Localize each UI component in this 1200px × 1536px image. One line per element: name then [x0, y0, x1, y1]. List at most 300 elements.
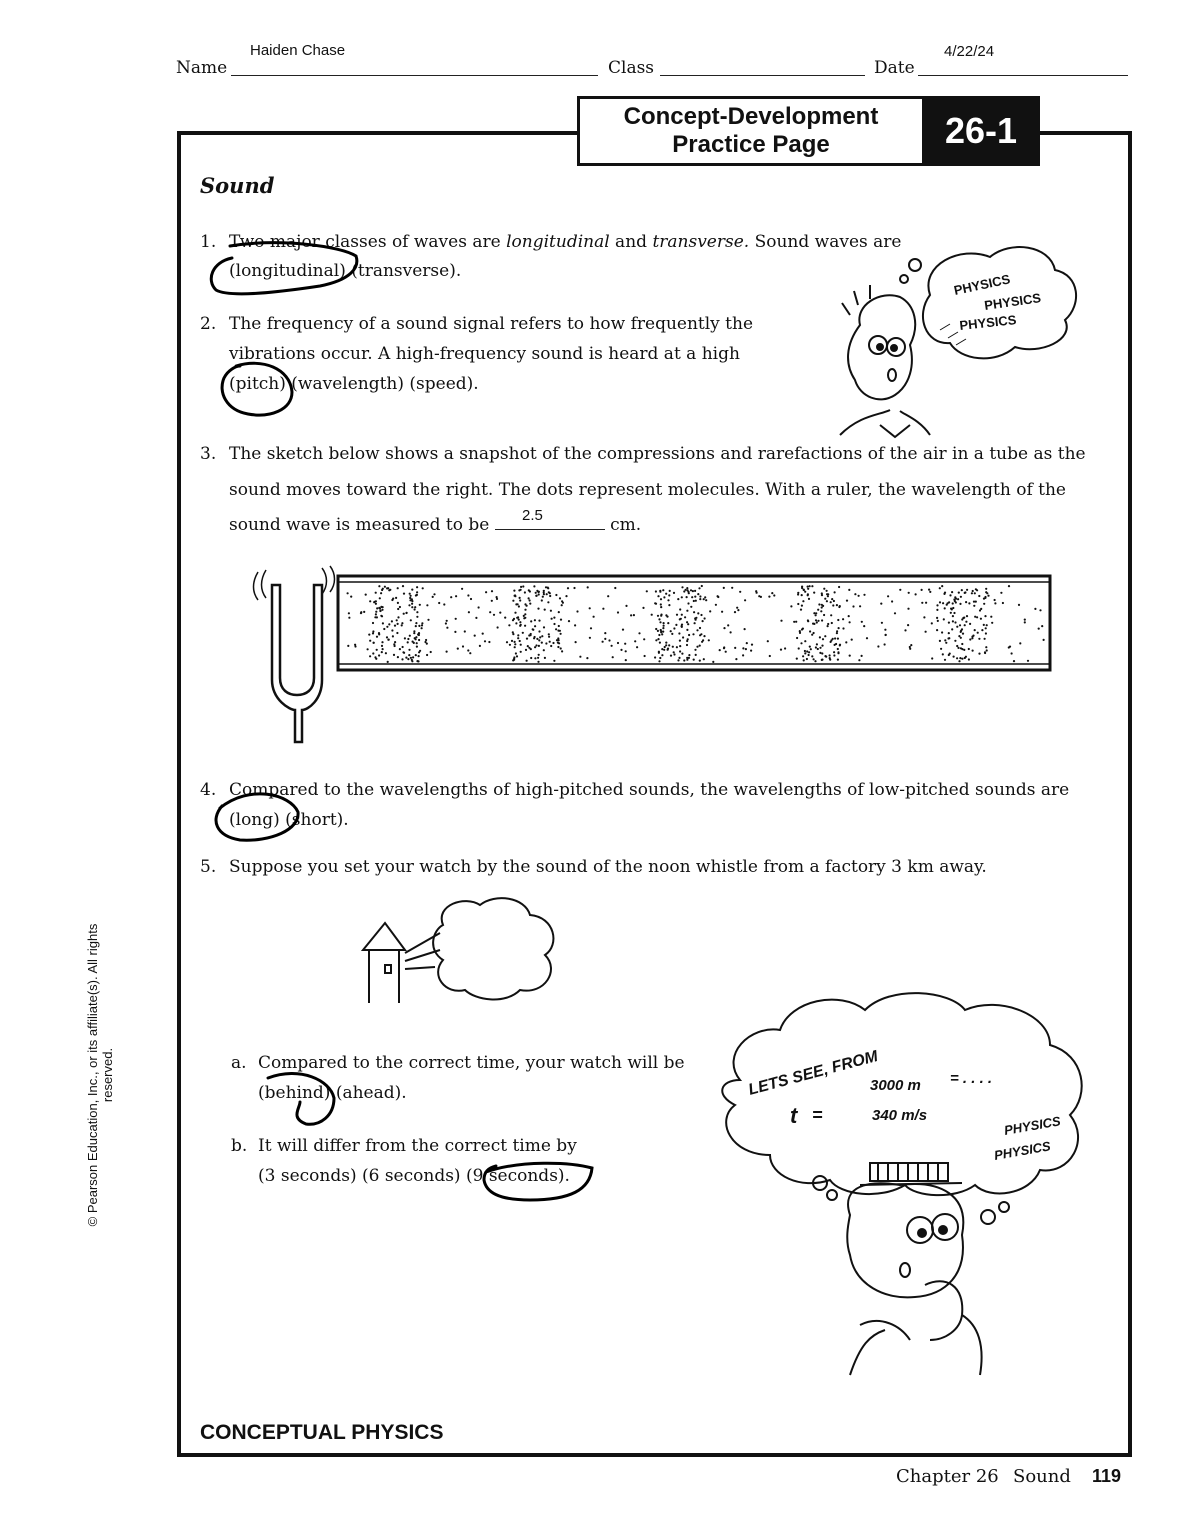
air-molecule [942, 602, 944, 604]
air-molecule [848, 589, 850, 591]
air-molecule [347, 645, 349, 647]
air-molecule [347, 592, 349, 594]
air-molecule [381, 645, 383, 647]
air-molecule [939, 587, 941, 589]
air-molecule [994, 602, 996, 604]
air-molecule [943, 593, 945, 595]
air-molecule [813, 592, 815, 594]
air-molecule [544, 609, 546, 611]
physics-word-3: PHYSICS [958, 312, 1018, 333]
air-molecule [961, 658, 963, 660]
air-molecule [405, 657, 407, 659]
air-molecule [831, 622, 833, 624]
air-molecule [904, 629, 906, 631]
air-molecule [804, 591, 806, 593]
air-molecule [768, 596, 770, 598]
air-molecule [519, 625, 521, 627]
air-molecule [784, 647, 786, 649]
air-molecule [360, 612, 362, 614]
air-molecule [379, 597, 381, 599]
air-molecule [660, 603, 662, 605]
air-molecule [387, 639, 389, 641]
air-molecule [386, 636, 388, 638]
air-molecule [655, 639, 657, 641]
air-molecule [686, 640, 688, 642]
air-molecule [410, 657, 412, 659]
air-molecule [686, 657, 688, 659]
air-molecule [821, 604, 823, 606]
air-molecule [954, 621, 956, 623]
air-molecule [509, 644, 511, 646]
air-molecule [634, 640, 636, 642]
air-molecule [410, 619, 412, 621]
circle-pitch [222, 363, 292, 415]
air-molecule [704, 617, 706, 619]
air-molecule [532, 629, 534, 631]
air-molecule [973, 605, 975, 607]
air-molecule [389, 589, 391, 591]
air-molecule [972, 590, 974, 592]
air-molecule [801, 587, 803, 589]
air-molecule [660, 630, 662, 632]
air-molecule [679, 640, 681, 642]
air-molecule [961, 589, 963, 591]
air-molecule [910, 644, 912, 646]
air-molecule [549, 595, 551, 597]
air-molecule [832, 604, 834, 606]
q4-choices[interactable]: (long) (short). [229, 810, 349, 830]
air-molecule [401, 622, 403, 624]
air-molecule [519, 621, 521, 623]
air-molecule [966, 615, 968, 617]
air-molecule [670, 630, 672, 632]
air-molecule [719, 649, 721, 651]
air-molecule [642, 607, 644, 609]
air-molecule [813, 658, 815, 660]
air-molecule [884, 643, 886, 645]
q5b-line1: It will differ from the correct time by [258, 1136, 577, 1156]
air-molecule [700, 633, 702, 635]
air-molecule [670, 655, 672, 657]
air-molecule [593, 616, 595, 618]
air-molecule [668, 604, 670, 606]
air-molecule [416, 591, 418, 593]
air-molecule [800, 642, 802, 644]
air-molecule [538, 654, 540, 656]
air-molecule [646, 590, 648, 592]
air-molecule [686, 587, 688, 589]
air-molecule [836, 632, 838, 634]
air-molecule [402, 646, 404, 648]
air-molecule [809, 646, 811, 648]
air-molecule [681, 596, 683, 598]
air-molecule [411, 659, 413, 661]
air-molecule [541, 642, 543, 644]
air-molecule [985, 632, 987, 634]
air-molecule [681, 614, 683, 616]
air-molecule [745, 648, 747, 650]
student-cartoon-calculation [700, 985, 1100, 1385]
air-molecule [667, 649, 669, 651]
air-molecule [367, 648, 369, 650]
air-molecule [816, 621, 818, 623]
air-molecule [929, 591, 931, 593]
air-molecule [382, 588, 384, 590]
air-molecule [960, 631, 962, 633]
air-molecule [861, 621, 863, 623]
air-molecule [807, 588, 809, 590]
air-molecule [945, 642, 947, 644]
air-molecule [485, 591, 487, 593]
air-molecule [990, 616, 992, 618]
air-molecule [542, 596, 544, 598]
q4-line1: Compared to the wavelengths of high-pitched sounds, the wavelengths of low-pitched sounds are [229, 780, 1070, 800]
air-molecule [515, 622, 517, 624]
air-molecule [407, 641, 409, 643]
air-molecule [923, 616, 925, 618]
air-molecule [817, 609, 819, 611]
air-molecule [402, 585, 404, 587]
air-molecule [529, 590, 531, 592]
air-molecule [678, 657, 680, 659]
air-molecule [817, 648, 819, 650]
air-molecule [522, 585, 524, 587]
air-molecule [830, 601, 832, 603]
air-molecule [557, 642, 559, 644]
air-molecule [971, 637, 973, 639]
air-molecule [518, 619, 520, 621]
air-molecule [392, 598, 394, 600]
air-molecule [393, 643, 395, 645]
air-molecule [438, 602, 440, 604]
air-molecule [899, 589, 901, 591]
air-molecule [416, 660, 418, 662]
air-molecule [513, 618, 515, 620]
air-molecule [829, 654, 831, 656]
air-molecule [682, 636, 684, 638]
air-molecule [845, 641, 847, 643]
air-molecule [972, 650, 974, 652]
air-molecule [703, 598, 705, 600]
air-molecule [950, 612, 952, 614]
air-molecule [407, 658, 409, 660]
air-molecule [665, 614, 667, 616]
air-molecule [833, 651, 835, 653]
air-molecule [561, 600, 563, 602]
air-molecule [558, 625, 560, 627]
air-molecule [957, 647, 959, 649]
air-molecule [661, 633, 663, 635]
air-molecule [455, 618, 457, 620]
air-molecule [446, 651, 448, 653]
air-molecule [524, 625, 526, 627]
air-molecule [974, 592, 976, 594]
air-molecule [529, 599, 531, 601]
q1-choices[interactable]: (longitudinal) (transverse). [229, 261, 462, 281]
air-molecule [891, 600, 893, 602]
air-molecule [659, 642, 661, 644]
air-molecule [469, 652, 471, 654]
air-molecule [412, 656, 414, 658]
air-molecule [815, 646, 817, 648]
air-molecule [838, 586, 840, 588]
air-molecule [694, 617, 696, 619]
air-molecule [557, 630, 559, 632]
air-molecule [549, 641, 551, 643]
air-molecule [695, 654, 697, 656]
air-molecule [462, 645, 464, 647]
air-molecule [731, 587, 733, 589]
air-molecule [493, 614, 495, 616]
air-molecule [863, 594, 865, 596]
air-molecule [941, 631, 943, 633]
air-molecule [662, 631, 664, 633]
air-molecule [951, 591, 953, 593]
air-molecule [723, 647, 725, 649]
air-molecule [411, 589, 413, 591]
factory-whistle-drawing [355, 895, 565, 1010]
air-molecule [978, 638, 980, 640]
q2-line2: vibrations occur. A high-frequency sound is heard at a high [229, 344, 740, 364]
air-molecule [348, 617, 350, 619]
air-molecule [826, 593, 828, 595]
tuning-fork-icon [272, 585, 322, 742]
air-molecule [958, 592, 960, 594]
air-molecule [392, 635, 394, 637]
air-molecule [963, 617, 965, 619]
air-molecule [1024, 619, 1026, 621]
air-molecule [954, 596, 956, 598]
air-molecule [744, 599, 746, 601]
q2-choices[interactable]: (pitch) (wavelength) (speed). [229, 374, 479, 394]
air-molecule [416, 642, 418, 644]
air-molecule [526, 605, 528, 607]
formula-den: 340 m/s [872, 1107, 928, 1124]
air-molecule [384, 586, 386, 588]
air-molecule [421, 622, 423, 624]
air-molecule [407, 638, 409, 640]
physics-word-5: PHYSICS [992, 1138, 1052, 1163]
air-molecule [822, 638, 824, 640]
air-molecule [517, 634, 519, 636]
air-molecule [677, 598, 679, 600]
physics-word-4: PHYSICS [1002, 1113, 1062, 1138]
air-molecule [415, 625, 417, 627]
air-molecule [948, 632, 950, 634]
air-molecule [415, 638, 417, 640]
air-molecule [382, 606, 384, 608]
air-molecule [744, 628, 746, 630]
air-molecule [677, 659, 679, 661]
air-molecule [661, 648, 663, 650]
air-molecule [519, 599, 521, 601]
air-molecule [617, 611, 619, 613]
air-molecule [681, 586, 683, 588]
air-molecule [415, 622, 417, 624]
air-molecule [655, 628, 657, 630]
air-molecule [861, 655, 863, 657]
air-molecule [514, 641, 516, 643]
air-molecule [696, 629, 698, 631]
circle-behind [268, 1074, 334, 1125]
air-molecule [394, 625, 396, 627]
air-molecule [956, 626, 958, 628]
air-molecule [951, 628, 953, 630]
air-molecule [375, 658, 377, 660]
air-molecule [386, 587, 388, 589]
air-molecule [925, 631, 927, 633]
air-molecule [811, 634, 813, 636]
air-molecule [703, 658, 705, 660]
air-molecule [821, 606, 823, 608]
air-molecule [981, 629, 983, 631]
air-molecule [614, 587, 616, 589]
air-molecule [961, 618, 963, 620]
air-molecule [374, 601, 376, 603]
air-molecule [488, 641, 490, 643]
air-molecule [858, 595, 860, 597]
air-molecule [520, 644, 522, 646]
air-molecule [821, 652, 823, 654]
air-molecule [663, 596, 665, 598]
air-molecule [880, 603, 882, 605]
air-molecule [842, 627, 844, 629]
air-molecule [378, 607, 380, 609]
air-molecule [737, 609, 739, 611]
air-molecule [819, 636, 821, 638]
air-molecule [1043, 639, 1045, 641]
air-molecule [557, 646, 559, 648]
air-molecule [848, 615, 850, 617]
air-molecule [633, 614, 635, 616]
air-molecule [680, 618, 682, 620]
air-molecule [807, 594, 809, 596]
air-molecule [673, 592, 675, 594]
air-molecule [907, 608, 909, 610]
air-molecule [417, 633, 419, 635]
air-molecule [809, 585, 811, 587]
air-molecule [986, 624, 988, 626]
air-molecule [415, 636, 417, 638]
air-molecule [511, 640, 513, 642]
air-molecule [769, 655, 771, 657]
air-molecule [908, 592, 910, 594]
air-molecule [455, 595, 457, 597]
air-molecule [800, 609, 802, 611]
air-molecule [1018, 604, 1020, 606]
air-molecule [602, 641, 604, 643]
air-molecule [780, 649, 782, 651]
air-molecule [984, 596, 986, 598]
air-molecule [699, 627, 701, 629]
air-molecule [686, 629, 688, 631]
air-molecule [668, 644, 670, 646]
air-molecule [949, 594, 951, 596]
air-molecule [944, 659, 946, 661]
q5a-choices[interactable]: (behind) (ahead). [258, 1083, 407, 1103]
air-molecule [539, 636, 541, 638]
air-molecule [604, 638, 606, 640]
air-molecule [661, 654, 663, 656]
air-molecule [814, 660, 816, 662]
air-molecule [807, 620, 809, 622]
air-molecule [470, 598, 472, 600]
air-molecule [690, 589, 692, 591]
air-molecule [394, 641, 396, 643]
air-molecule [421, 627, 423, 629]
air-molecule [625, 605, 627, 607]
air-molecule [496, 598, 498, 600]
air-molecule [651, 614, 653, 616]
air-molecule [387, 661, 389, 663]
air-molecule [863, 625, 865, 627]
air-molecule [816, 643, 818, 645]
air-molecule [854, 593, 856, 595]
air-molecule [727, 624, 729, 626]
air-molecule [964, 592, 966, 594]
air-molecule [849, 621, 851, 623]
page-number: 119 [1092, 1466, 1122, 1486]
physics-word-1: PHYSICS [952, 271, 1012, 298]
air-molecule [881, 622, 883, 624]
air-molecule [696, 646, 698, 648]
air-molecule [630, 614, 632, 616]
air-molecule [506, 641, 508, 643]
air-molecule [937, 620, 939, 622]
air-molecule [887, 595, 889, 597]
air-molecule [690, 606, 692, 608]
air-molecule [699, 645, 701, 647]
air-molecule [558, 639, 560, 641]
air-molecule [836, 604, 838, 606]
air-molecule [953, 656, 955, 658]
air-molecule [416, 616, 418, 618]
air-molecule [837, 619, 839, 621]
air-molecule [808, 651, 810, 653]
air-molecule [925, 602, 927, 604]
air-molecule [561, 650, 563, 652]
air-molecule [622, 629, 624, 631]
air-molecule [750, 650, 752, 652]
q5b-choices[interactable]: (3 seconds) (6 seconds) (9 seconds). [258, 1166, 570, 1186]
air-molecule [723, 627, 725, 629]
air-molecule [771, 592, 773, 594]
formula-t: t [790, 1103, 798, 1128]
air-molecule [547, 587, 549, 589]
air-molecule [534, 619, 536, 621]
air-molecule [561, 604, 563, 606]
air-molecule [1027, 660, 1029, 662]
air-molecule [931, 657, 933, 659]
air-molecule [376, 616, 378, 618]
air-molecule [427, 619, 429, 621]
air-molecule [378, 585, 380, 587]
air-molecule [694, 649, 696, 651]
air-molecule [512, 631, 514, 633]
air-molecule [372, 622, 374, 624]
air-molecule [837, 652, 839, 654]
q5a-label: a. [231, 1053, 247, 1073]
air-molecule [375, 613, 377, 615]
air-molecule [669, 590, 671, 592]
q1-term-transverse: transverse. [652, 232, 750, 252]
air-molecule [528, 597, 530, 599]
air-molecule [695, 600, 697, 602]
air-molecule [735, 658, 737, 660]
air-molecule [756, 592, 758, 594]
air-molecule [673, 651, 675, 653]
air-molecule [408, 654, 410, 656]
